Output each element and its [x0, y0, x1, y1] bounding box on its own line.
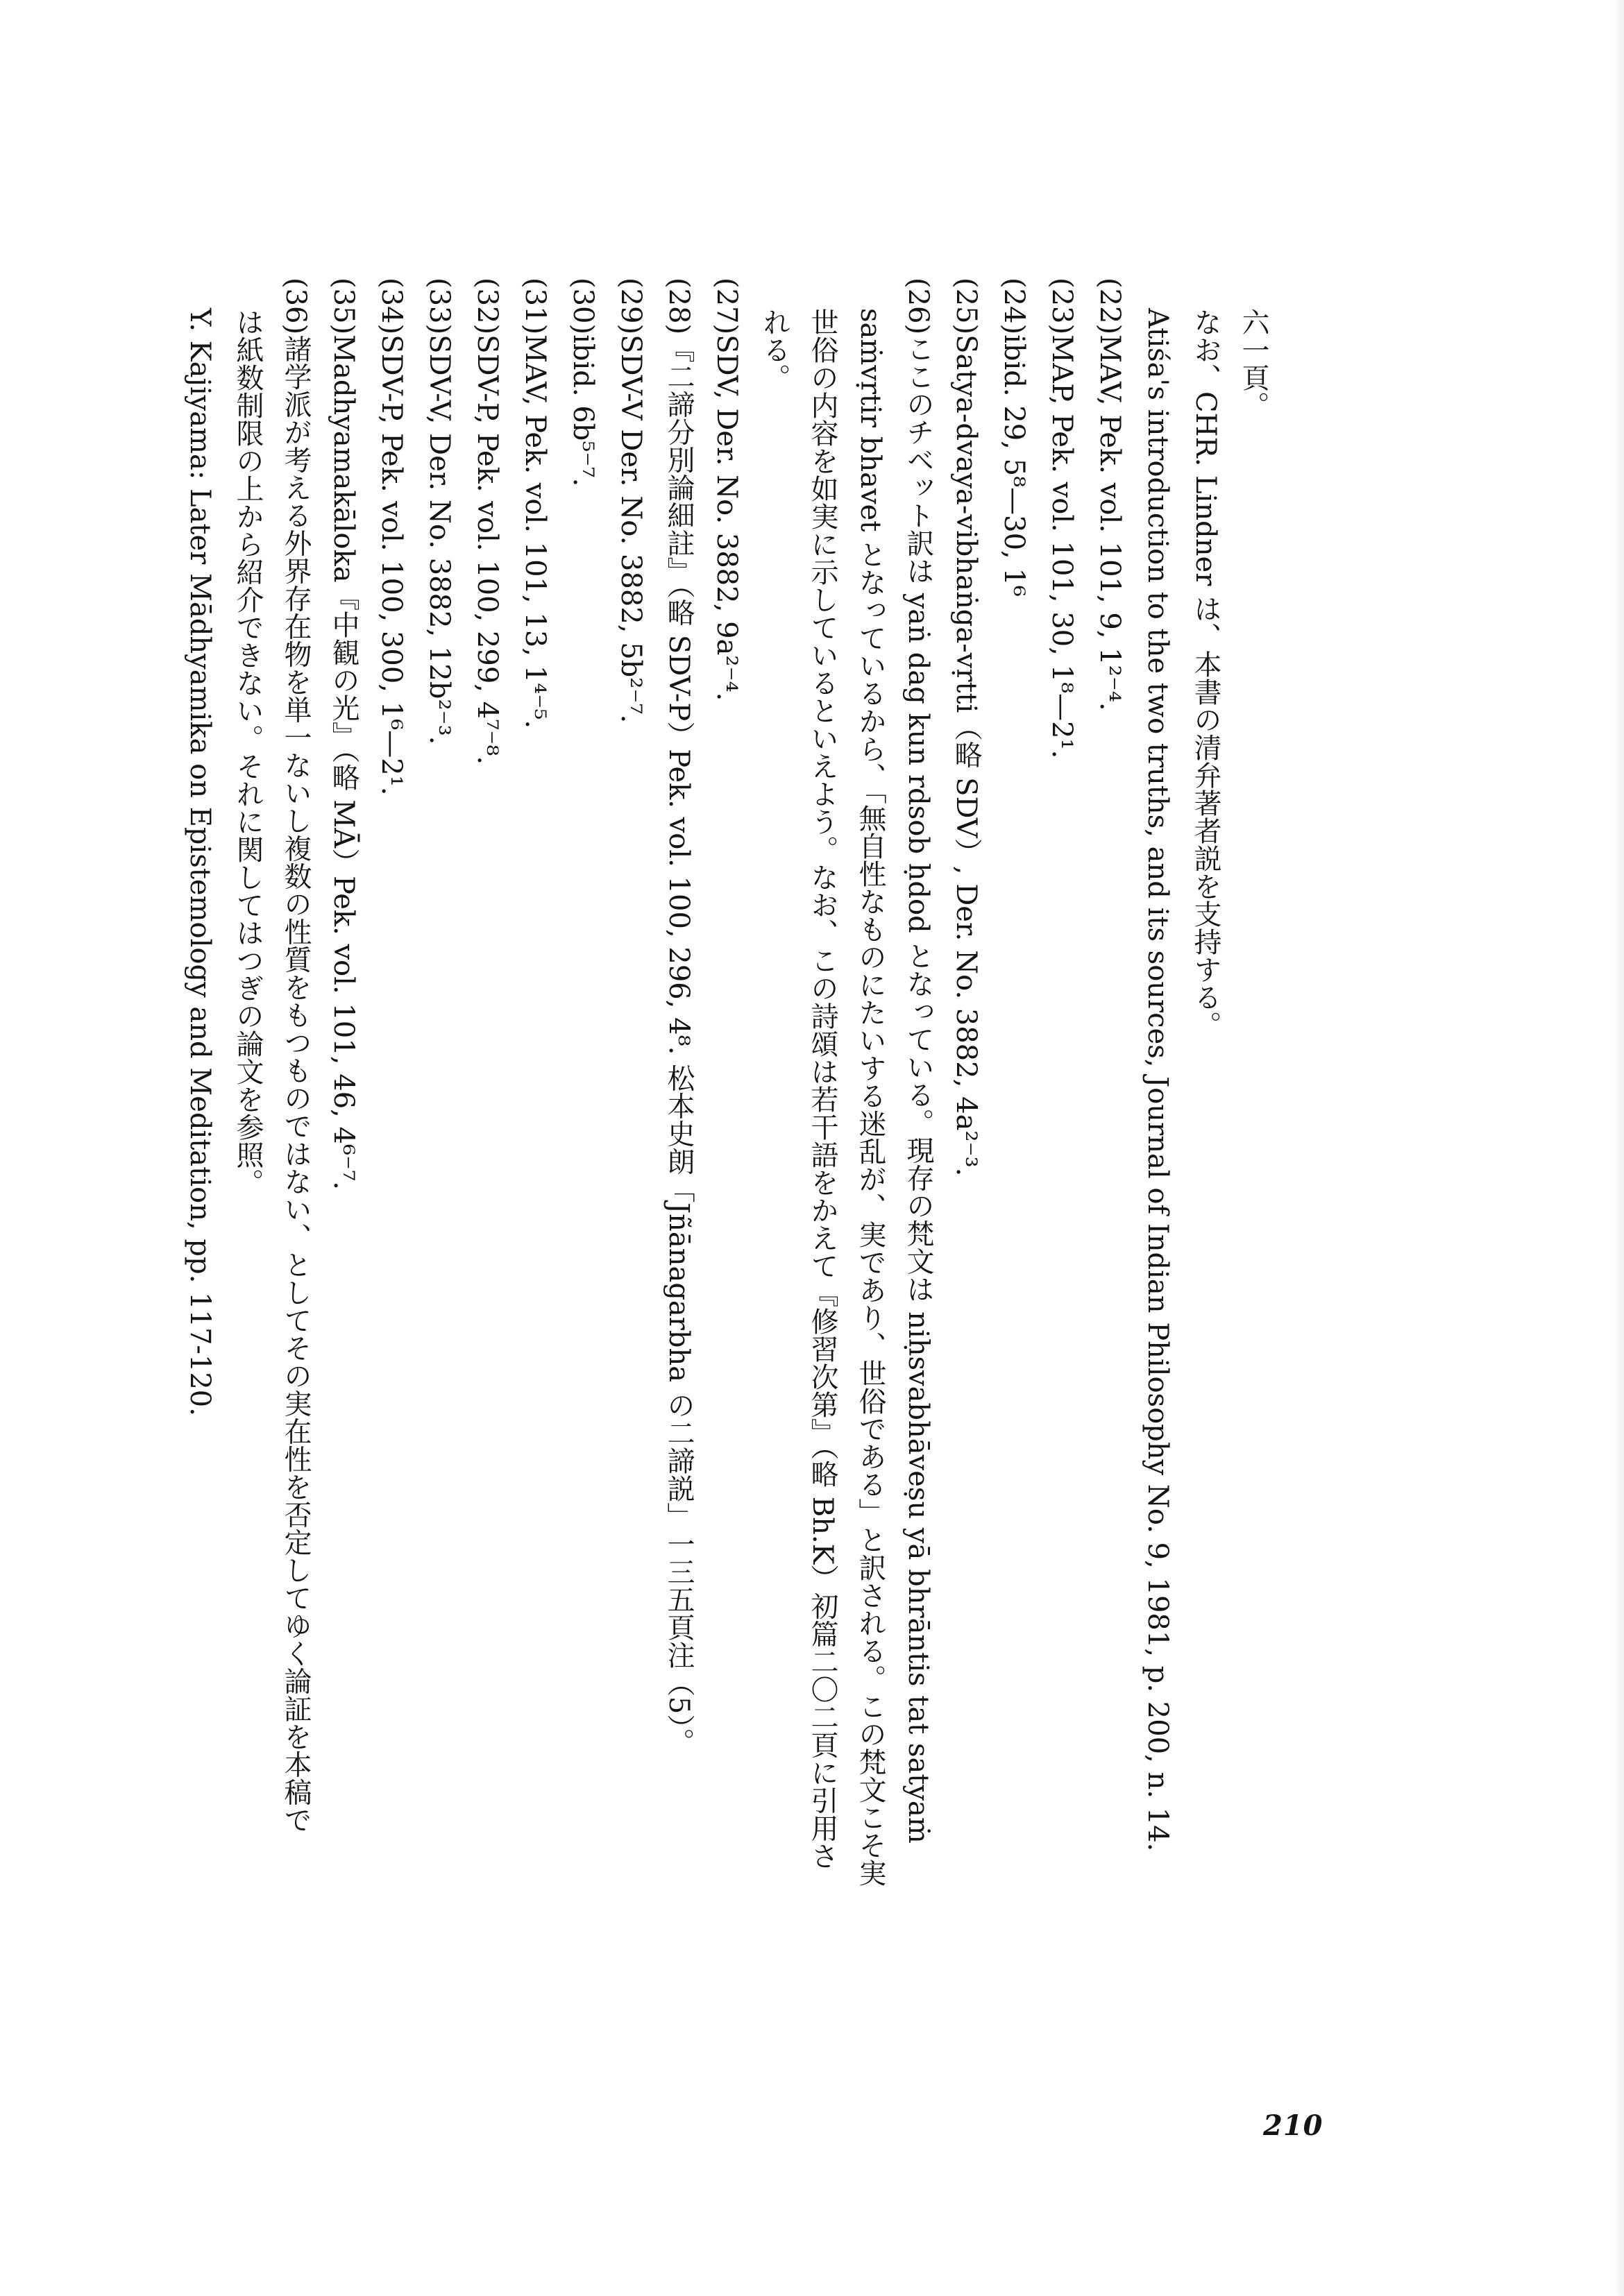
footnote-text: 『二諦分別論細註』（略 SDV-P）Pek. vol. 100, 296, 4⁸. 松本史朗「Jñānagarbha の二諦説」一三五頁注（5）。: [663, 334, 695, 1756]
footnote-number: (22): [1094, 278, 1126, 335]
footnote: [511, 278, 559, 2095]
footnote-text: 諸学派が考える外界存在物を単一ないし複数の性質をもつものではない、としてその実在性を否定してゆく論証を本稿で: [280, 334, 312, 1834]
footnote: [367, 278, 415, 2095]
footnote: [990, 278, 1038, 2095]
note-continuation-line: 六一頁。: [1237, 308, 1269, 419]
footnote-wrap-line: れる。: [759, 308, 790, 391]
footnote: [894, 278, 942, 2095]
footnote-text: Madhyamakāloka『中観の光』（略 MĀ）Pek. vol. 101, 46, 4⁶⁻⁷.: [328, 334, 360, 1190]
footnote: [1038, 278, 1085, 2095]
footnote: [607, 278, 654, 2095]
footnote-number: (26): [902, 278, 934, 335]
footnote-text: SDV, Der. No. 3882, 9a²⁻⁴.: [711, 334, 743, 701]
footnote-text: MAV, Pek. vol. 101, 9, 1²⁻⁴.: [1094, 334, 1126, 711]
footnote-number: (24): [998, 278, 1030, 335]
footnote-wrap-line: は紙数制限の上から紹介できない。それに関してはつぎの論文を参照。: [232, 308, 264, 1196]
footnote-number: (36): [280, 278, 312, 335]
footnote: [271, 278, 319, 2095]
footnote-text: SDV-V Der. No. 3882, 5b²⁻⁷.: [615, 334, 647, 724]
footnote-number: (23): [1046, 278, 1078, 335]
footnote-wrap-line: 世俗の内容を如実に示しているといえよう。なお、この詩頌は若干語をかえて『修習次第』（略 Bh.K）初篇二〇二頁に引用さ: [806, 308, 838, 1870]
footnote: [319, 278, 367, 2095]
footnote-text: Satya-dvaya-vibhaṅga-vṛtti（略 SDV）, Der. No. 3882, 4a²⁻³.: [950, 334, 982, 1177]
footnote-number: (28): [663, 278, 695, 335]
page-number: 210: [1263, 2109, 1323, 2142]
endnotes: [176, 278, 1277, 2095]
footnote-number: (34): [375, 278, 407, 335]
footnote: [1085, 278, 1133, 2095]
footnote-number: (30): [567, 278, 599, 335]
footnote-text: MAP, Pek. vol. 101, 30, 1⁸—2¹.: [1046, 334, 1078, 759]
footnote: [942, 278, 990, 2095]
note-continuation-line: なお、CHR. Lindner は、本書の清弁著者説を支持する。: [1190, 308, 1221, 1039]
scan-edge: [1614, 0, 1624, 2296]
footnote-wrap-line: saṁvṛtir bhavet となっているから、「無自性なものにたいする迷乱が、実であり、世俗である」と訳される。この梵文こそ実: [854, 308, 886, 1887]
footnote-number: (29): [615, 278, 647, 335]
footnote-text: MAV, Pek. vol. 101, 13, 1⁴⁻⁵.: [519, 334, 551, 729]
footnote: [559, 278, 607, 2095]
footnote-number: (27): [711, 278, 743, 335]
footnote-text: ここのチベット訳は yaṅ dag kun rdsob ḥdod となっている。現存の梵文は niḥsvabhāveṣu yā bhrāntis tat satyaṁ: [902, 334, 934, 1844]
footnote-number: (32): [471, 278, 503, 335]
footnote-wrap-line: Y. Kajiyama: Later Mādhyamika on Epistemology and Meditation, pp. 117-120.: [184, 308, 216, 1416]
footnote-text: SDV-P, Pek. vol. 100, 299, 4⁷⁻⁸.: [471, 334, 503, 765]
footnote: [415, 278, 463, 2095]
footnote: [702, 278, 750, 2095]
footnote-number: (35): [328, 278, 360, 335]
note-continuation-line: Atiśa's introduction to the two truths, and its sources, Journal of Indian Philosophy No. 9, 1981, p. 200, n. 14.: [1142, 308, 1174, 1852]
footnote: [463, 278, 511, 2095]
footnote-text: ibid. 6b⁵⁻⁷.: [567, 334, 599, 487]
footnote: [654, 278, 702, 2095]
footnote-text: SDV-P, Pek. vol. 100, 300, 1⁶—2¹.: [375, 334, 407, 796]
footnote-text: SDV-V, Der. No. 3882, 12b²⁻³.: [423, 334, 455, 745]
footnote-text: ibid. 29, 5⁸—30, 1⁶: [998, 334, 1030, 597]
footnote-number: (31): [519, 278, 551, 335]
footnote-number: (25): [950, 278, 982, 335]
footnote-number: (33): [423, 278, 455, 335]
